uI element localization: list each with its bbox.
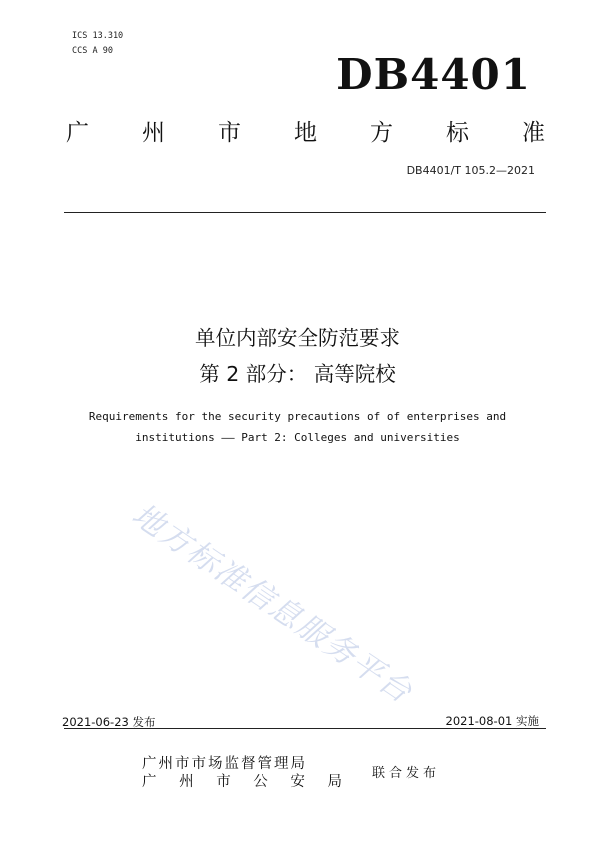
- issuer-public-security: [142, 770, 342, 791]
- standard-type-char: 地: [294, 120, 317, 146]
- issuer-char: 局: [327, 774, 342, 790]
- standard-type-char: 标: [446, 120, 469, 146]
- issuer-char: 广: [142, 774, 157, 790]
- english-title-line-2: institutions —— Part 2: Colleges and universities: [135, 431, 460, 444]
- standard-number: DB4401/T 105.2—2021: [406, 164, 535, 177]
- standard-type-char: 州: [142, 120, 165, 146]
- top-divider: [64, 212, 546, 213]
- watermark: 地方标准信息服务平台: [125, 496, 420, 712]
- chinese-title-line-1: 单位内部安全防范要求: [195, 326, 400, 350]
- chinese-title-line-2: 第 2 部分： 高等院校: [199, 362, 396, 386]
- issuer-char: 州: [179, 774, 194, 790]
- english-title-line-1: Requirements for the security precautions of of enterprises and: [88, 410, 507, 423]
- standard-type-char: 广: [66, 120, 89, 146]
- issue-date: 2021-06-23 发布: [62, 715, 156, 729]
- standard-type: [66, 114, 545, 147]
- issuer-char: 安: [290, 774, 305, 790]
- bottom-divider: [64, 728, 546, 729]
- standard-type-char: 准: [522, 120, 545, 146]
- standard-type-char: 方: [370, 120, 393, 146]
- ccs-code: CCS A 90: [72, 46, 113, 56]
- standard-type-char: 市: [218, 120, 241, 146]
- issuer-market-regulation: 广州市市场监督管理局: [142, 756, 307, 772]
- ics-code: ICS 13.310: [72, 31, 124, 41]
- joint-release-label: 联合发布: [372, 766, 441, 781]
- issuer-char: 市: [216, 774, 231, 790]
- implementation-date: 2021-08-01 实施: [445, 714, 539, 728]
- issuer-char: 公: [253, 774, 268, 790]
- standard-code: DB4401: [336, 50, 531, 99]
